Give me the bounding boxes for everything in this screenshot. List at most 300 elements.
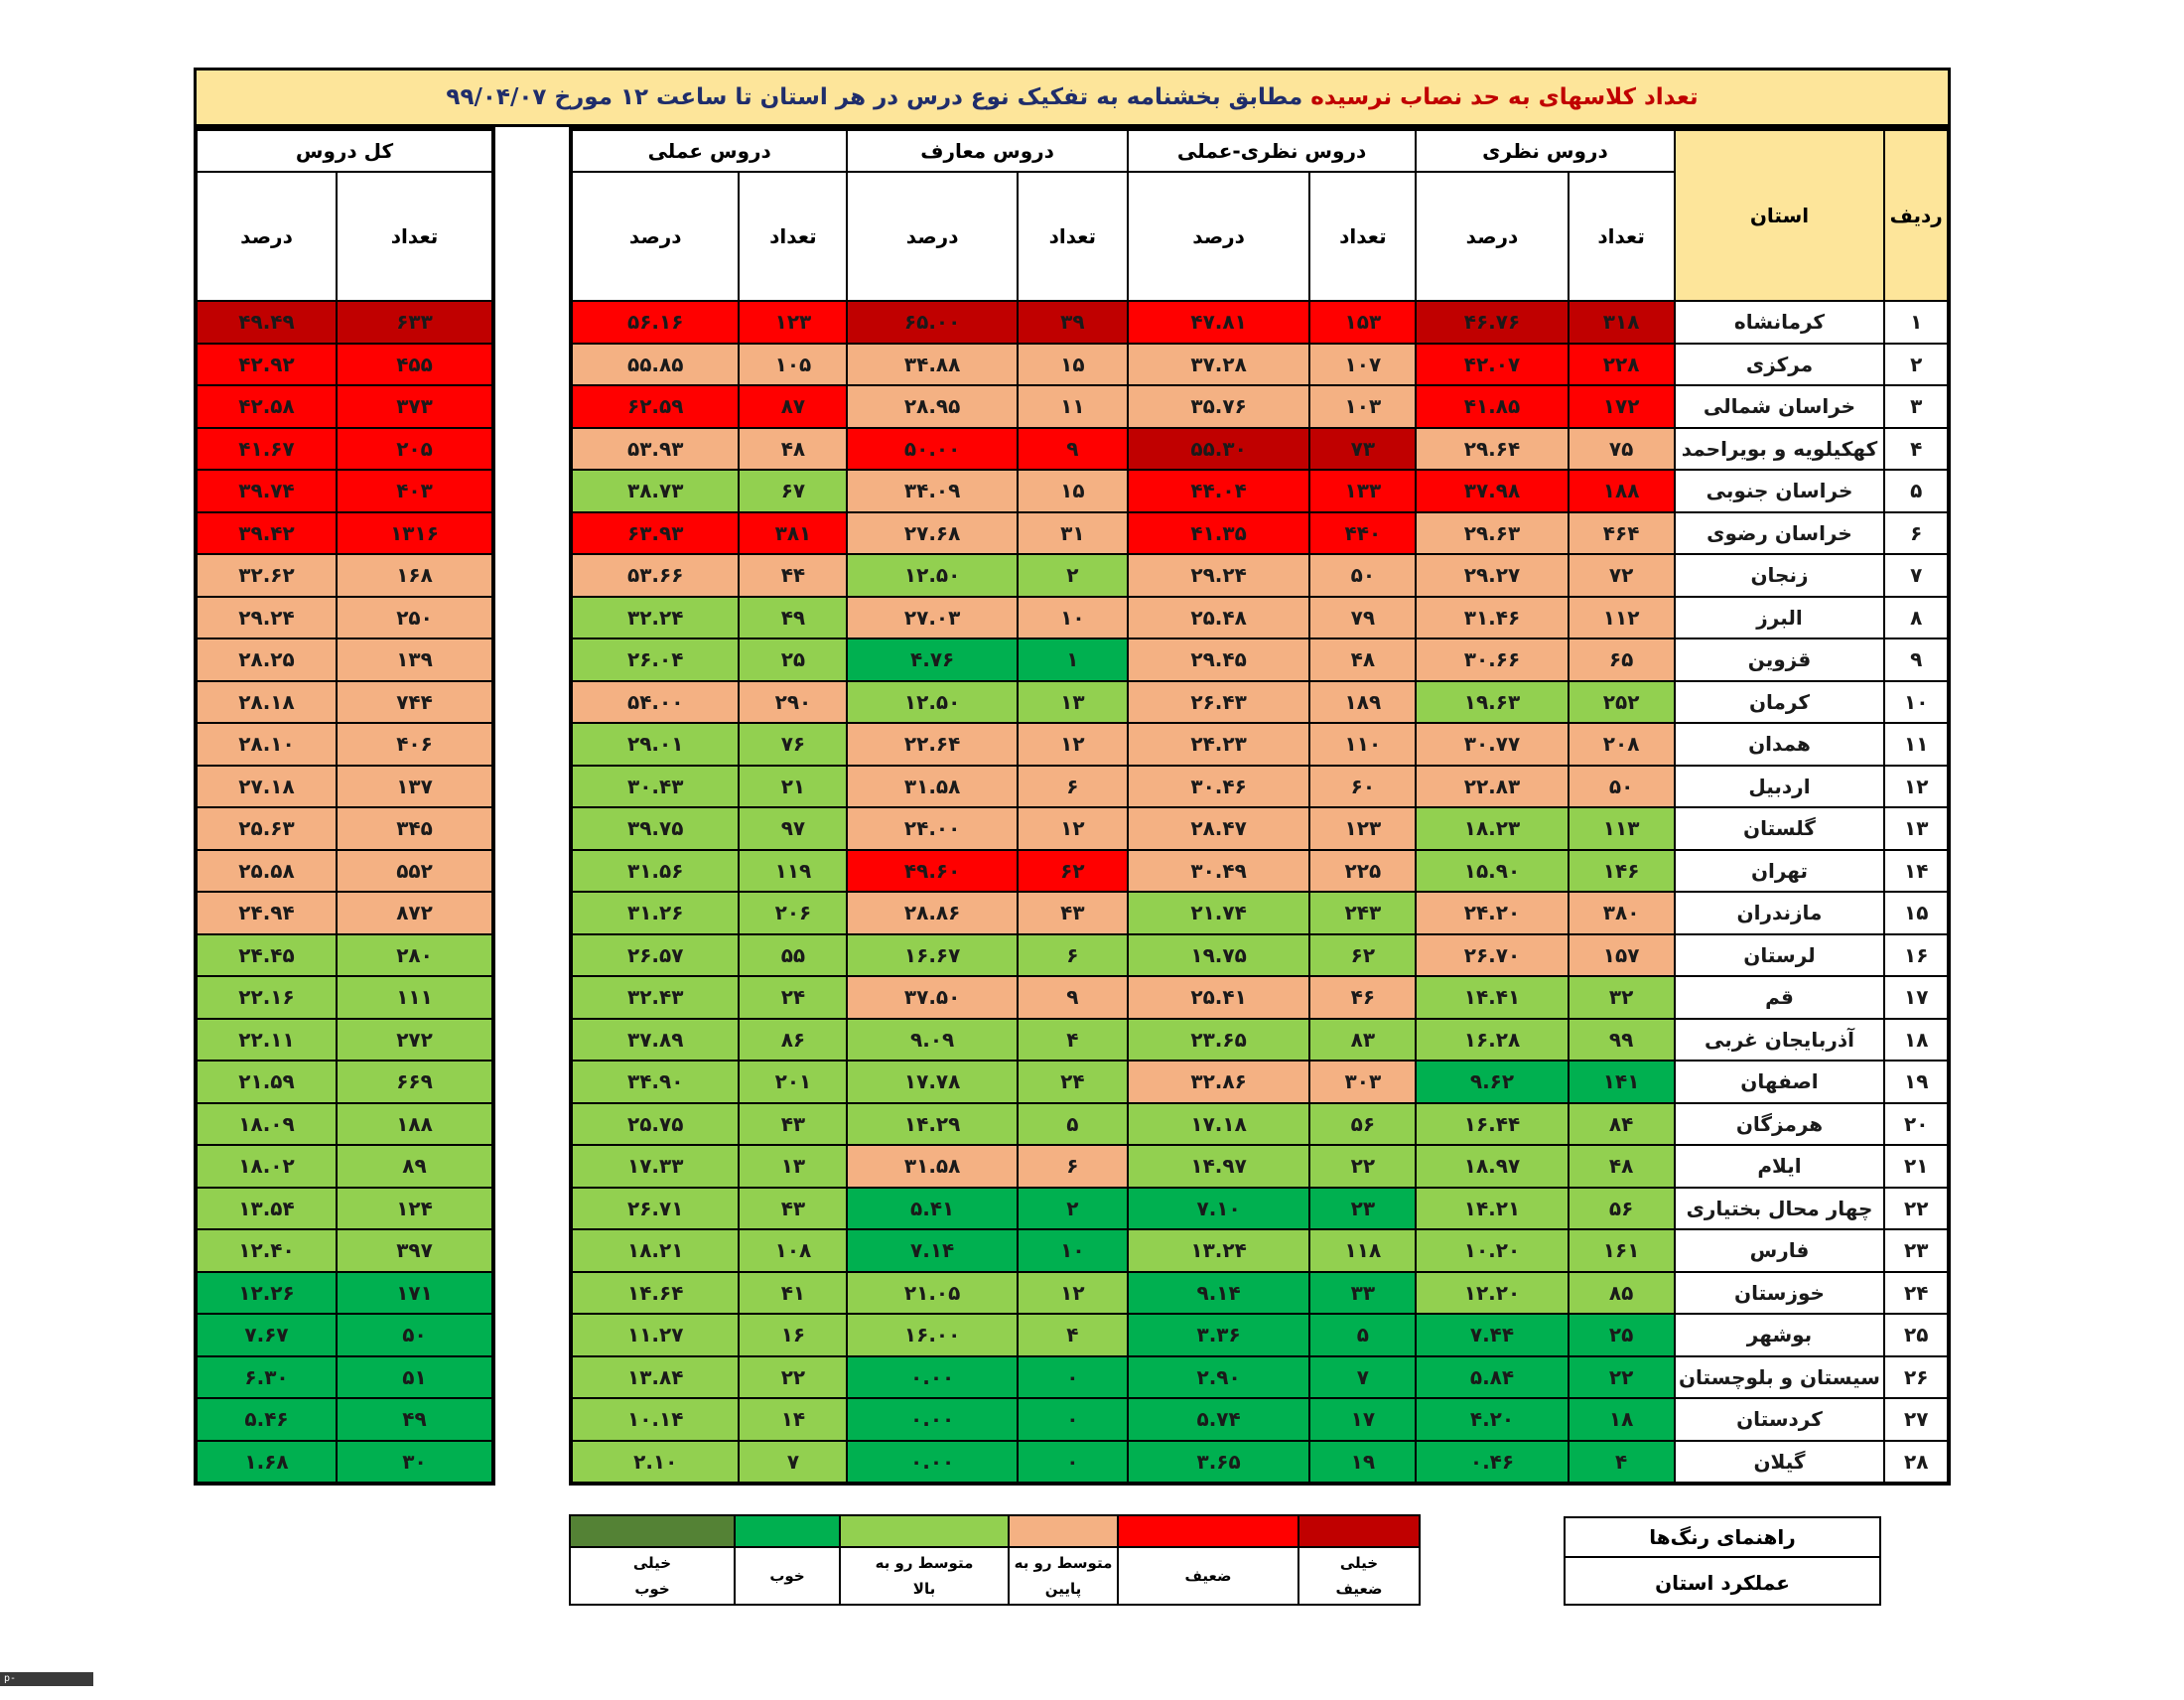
amali-percent-cell: ۱۸.۲۱ <box>571 1229 739 1272</box>
maaref-count-cell: ۴ <box>1018 1019 1128 1062</box>
total-percent-cell: ۲۵.۶۳ <box>196 807 337 850</box>
province-name-cell: لرستان <box>1675 934 1885 977</box>
amali-count-cell: ۴۹ <box>739 597 847 639</box>
nazari-count-cell: ۲۲ <box>1569 1356 1675 1399</box>
row-number-cell: ۲۲ <box>1884 1188 1949 1230</box>
table-row <box>196 1229 493 1272</box>
amali-percent-cell: ۳۴.۹۰ <box>571 1061 739 1103</box>
nazari-amali-percent-cell: ۷.۱۰ <box>1128 1188 1310 1230</box>
row-number-cell: ۱۷ <box>1884 976 1949 1019</box>
amali-percent-cell: ۱۴.۶۴ <box>571 1272 739 1315</box>
header-koll: کل دروس <box>196 129 493 172</box>
total-count-cell: ۲۸۰ <box>337 934 493 977</box>
nazari-amali-count-cell: ۴۴۰ <box>1309 512 1416 555</box>
table-row <box>196 470 493 512</box>
amali-percent-cell: ۵۳.۹۳ <box>571 428 739 471</box>
amali-count-cell: ۴۸ <box>739 428 847 471</box>
total-count-cell: ۲۵۰ <box>337 597 493 639</box>
maaref-percent-cell: ۰.۰۰ <box>847 1398 1017 1441</box>
table-row <box>196 1103 493 1146</box>
table-row <box>196 850 493 893</box>
nazari-count-cell: ۸۴ <box>1569 1103 1675 1146</box>
row-number-cell: ۲۱ <box>1884 1145 1949 1188</box>
table-row <box>196 512 493 555</box>
legend-guide-subtitle: عملکرد استان <box>1655 1571 1790 1595</box>
nazari-count-cell: ۱۷۲ <box>1569 385 1675 428</box>
nazari-percent-cell: ۱۰.۲۰ <box>1416 1229 1568 1272</box>
total-percent-cell: ۱۲.۴۰ <box>196 1229 337 1272</box>
nazari-amali-count-cell: ۴۸ <box>1309 638 1416 681</box>
maaref-percent-cell: ۱۶.۰۰ <box>847 1314 1017 1356</box>
maaref-count-cell: ۲ <box>1018 554 1128 597</box>
total-count-cell: ۸۷۲ <box>337 892 493 934</box>
province-name-cell: کهکیلویه و بویراحمد <box>1675 428 1885 471</box>
nazari-amali-count-cell: ۷۳ <box>1309 428 1416 471</box>
total-percent-cell: ۲۴.۴۵ <box>196 934 337 977</box>
amali-count-cell: ۴۳ <box>739 1103 847 1146</box>
nazari-count-cell: ۱۴۶ <box>1569 850 1675 893</box>
amali-percent-cell: ۵۵.۸۵ <box>571 344 739 386</box>
nazari-percent-cell: ۴۲.۰۷ <box>1416 344 1568 386</box>
maaref-count-cell: ۵ <box>1018 1103 1128 1146</box>
amali-percent-cell: ۳۱.۵۶ <box>571 850 739 893</box>
total-percent-cell: ۲۵.۵۸ <box>196 850 337 893</box>
row-number-cell: ۵ <box>1884 470 1949 512</box>
total-count-cell: ۳۷۳ <box>337 385 493 428</box>
total-percent-cell: ۲۸.۲۵ <box>196 638 337 681</box>
amali-count-cell: ۴۳ <box>739 1188 847 1230</box>
nazari-amali-count-cell: ۱۰۳ <box>1309 385 1416 428</box>
maaref-percent-cell: ۵۰.۰۰ <box>847 428 1017 471</box>
table-row <box>196 807 493 850</box>
legend-label <box>1009 1547 1118 1605</box>
amali-percent-cell: ۳۲.۲۴ <box>571 597 739 639</box>
nazari-amali-percent-cell: ۲۱.۷۴ <box>1128 892 1310 934</box>
amali-count-cell: ۸۶ <box>739 1019 847 1062</box>
nazari-count-cell: ۳۸۰ <box>1569 892 1675 934</box>
row-number-cell: ۶ <box>1884 512 1949 555</box>
nazari-amali-count-cell: ۱۲۳ <box>1309 807 1416 850</box>
nazari-count-cell: ۱۸۸ <box>1569 470 1675 512</box>
table-row <box>196 1272 493 1315</box>
nazari-percent-cell: ۱۴.۴۱ <box>1416 976 1568 1019</box>
nazari-percent-cell: ۲۴.۲۰ <box>1416 892 1568 934</box>
nazari-amali-percent-cell: ۲۳.۶۵ <box>1128 1019 1310 1062</box>
nazari-amali-percent-cell: ۳.۳۶ <box>1128 1314 1310 1356</box>
nazari-count-cell: ۵۰ <box>1569 766 1675 808</box>
subheader-darsad: درصد <box>196 172 337 301</box>
table-row <box>196 301 493 344</box>
amali-count-cell: ۲۲ <box>739 1356 847 1399</box>
table-row <box>196 554 493 597</box>
amali-count-cell: ۴۱ <box>739 1272 847 1315</box>
table-row <box>196 892 493 934</box>
title-text: مطابق بخشنامه به تفکیک نوع درس در هر استان تا ساعت ۱۲ مورخ ۹۹/۰۴/۰۷ <box>446 84 1303 110</box>
total-count-cell: ۱۳۹ <box>337 638 493 681</box>
table-row <box>571 1229 1949 1272</box>
amali-count-cell: ۱۱۹ <box>739 850 847 893</box>
nazari-percent-cell: ۲۲.۸۳ <box>1416 766 1568 808</box>
amali-count-cell: ۱۶ <box>739 1314 847 1356</box>
total-count-cell: ۱۳۷ <box>337 766 493 808</box>
nazari-count-cell: ۴ <box>1569 1441 1675 1485</box>
nazari-percent-cell: ۱۶.۴۴ <box>1416 1103 1568 1146</box>
nazari-amali-percent-cell: ۹.۱۴ <box>1128 1272 1310 1315</box>
subheader-darsad: درصد <box>1416 172 1568 301</box>
province-name-cell: اردبیل <box>1675 766 1885 808</box>
nazari-amali-count-cell: ۸۳ <box>1309 1019 1416 1062</box>
nazari-amali-count-cell: ۵۶ <box>1309 1103 1416 1146</box>
nazari-count-cell: ۳۱۸ <box>1569 301 1675 344</box>
total-percent-cell: ۱.۶۸ <box>196 1441 337 1485</box>
province-name-cell: خراسان رضوی <box>1675 512 1885 555</box>
maaref-count-cell: ۱۳ <box>1018 681 1128 724</box>
nazari-percent-cell: ۳۰.۶۶ <box>1416 638 1568 681</box>
table-row <box>571 1356 1949 1399</box>
table-row <box>196 766 493 808</box>
total-percent-cell: ۲۸.۱۰ <box>196 723 337 766</box>
amali-percent-cell: ۲۶.۵۷ <box>571 934 739 977</box>
row-number-cell: ۴ <box>1884 428 1949 471</box>
maaref-count-cell: ۱۰ <box>1018 597 1128 639</box>
table-row <box>571 470 1949 512</box>
nazari-amali-count-cell: ۱۰۷ <box>1309 344 1416 386</box>
table-row <box>571 512 1949 555</box>
amali-percent-cell: ۳۸.۷۳ <box>571 470 739 512</box>
province-name-cell: مازندران <box>1675 892 1885 934</box>
maaref-count-cell: ۹ <box>1018 976 1128 1019</box>
province-name-cell: سیستان و بلوچستان <box>1675 1356 1885 1399</box>
province-name-cell: اصفهان <box>1675 1061 1885 1103</box>
subheader-tedad: تعداد <box>1309 172 1416 301</box>
legend-label <box>1118 1547 1298 1605</box>
total-count-cell: ۳۴۵ <box>337 807 493 850</box>
legend-label <box>570 1547 735 1605</box>
total-percent-cell: ۱۸.۰۲ <box>196 1145 337 1188</box>
amali-percent-cell: ۵۶.۱۶ <box>571 301 739 344</box>
province-name-cell: هرمزگان <box>1675 1103 1885 1146</box>
total-percent-cell: ۴۲.۵۸ <box>196 385 337 428</box>
total-count-cell: ۳۰ <box>337 1441 493 1485</box>
maaref-percent-cell: ۹.۰۹ <box>847 1019 1017 1062</box>
amali-count-cell: ۲۹۰ <box>739 681 847 724</box>
table-row <box>571 1398 1949 1441</box>
table-row <box>196 1188 493 1230</box>
nazari-amali-percent-cell: ۱۷.۱۸ <box>1128 1103 1310 1146</box>
nazari-amali-percent-cell: ۳۰.۴۹ <box>1128 850 1310 893</box>
maaref-count-cell: ۶ <box>1018 1145 1128 1188</box>
province-name-cell: آذربایجان غربی <box>1675 1019 1885 1062</box>
nazari-percent-cell: ۷.۴۴ <box>1416 1314 1568 1356</box>
amali-count-cell: ۱۰۵ <box>739 344 847 386</box>
nazari-count-cell: ۱۵۷ <box>1569 934 1675 977</box>
maaref-count-cell: ۱۲ <box>1018 1272 1128 1315</box>
table-row <box>571 1314 1949 1356</box>
table-row <box>571 807 1949 850</box>
total-percent-cell: ۲۲.۱۱ <box>196 1019 337 1062</box>
table-row <box>571 850 1949 893</box>
nazari-percent-cell: ۱۴.۲۱ <box>1416 1188 1568 1230</box>
total-count-cell: ۱۳۱۶ <box>337 512 493 555</box>
nazari-amali-count-cell: ۷ <box>1309 1356 1416 1399</box>
table-row <box>571 554 1949 597</box>
nazari-count-cell: ۱۱۲ <box>1569 597 1675 639</box>
row-number-cell: ۲ <box>1884 344 1949 386</box>
table-row <box>571 638 1949 681</box>
legend-label-line: خیلی <box>632 1554 672 1572</box>
nazari-count-cell: ۱۶۱ <box>1569 1229 1675 1272</box>
maaref-count-cell: ۴۳ <box>1018 892 1128 934</box>
nazari-count-cell: ۱۸ <box>1569 1398 1675 1441</box>
table-row <box>571 766 1949 808</box>
subheader-darsad: درصد <box>571 172 739 301</box>
row-number-cell: ۲۵ <box>1884 1314 1949 1356</box>
maaref-count-cell: ۶۲ <box>1018 850 1128 893</box>
maaref-count-cell: ۲۴ <box>1018 1061 1128 1103</box>
maaref-count-cell: ۱۵ <box>1018 344 1128 386</box>
subheader-tedad: تعداد <box>739 172 847 301</box>
row-number-cell: ۲۸ <box>1884 1441 1949 1485</box>
total-count-cell: ۱۶۸ <box>337 554 493 597</box>
total-count-cell: ۵۱ <box>337 1356 493 1399</box>
province-name-cell: چهار محال بختیاری <box>1675 1188 1885 1230</box>
nazari-amali-percent-cell: ۲۵.۴۱ <box>1128 976 1310 1019</box>
amali-count-cell: ۲۵ <box>739 638 847 681</box>
table-row <box>571 385 1949 428</box>
nazari-amali-percent-cell: ۳.۶۵ <box>1128 1441 1310 1485</box>
maaref-count-cell: ۲ <box>1018 1188 1128 1230</box>
amali-percent-cell: ۲۶.۷۱ <box>571 1188 739 1230</box>
total-percent-cell: ۲۲.۱۶ <box>196 976 337 1019</box>
table-row <box>571 934 1949 977</box>
legend-label-line: خوب <box>634 1580 670 1598</box>
table-row <box>196 344 493 386</box>
maaref-percent-cell: ۱۴.۲۹ <box>847 1103 1017 1146</box>
total-percent-cell: ۴۲.۹۲ <box>196 344 337 386</box>
table-row <box>196 934 493 977</box>
nazari-percent-cell: ۱۸.۲۳ <box>1416 807 1568 850</box>
nazari-count-cell: ۶۵ <box>1569 638 1675 681</box>
nazari-amali-count-cell: ۲۲ <box>1309 1145 1416 1188</box>
table-row <box>196 681 493 724</box>
nazari-amali-count-cell: ۷۹ <box>1309 597 1416 639</box>
nazari-percent-cell: ۴۱.۸۵ <box>1416 385 1568 428</box>
site-badge: p-rasht.tvu.ac.ir <box>0 1672 93 1686</box>
nazari-amali-count-cell: ۳۳ <box>1309 1272 1416 1315</box>
header-amali: دروس عملی <box>571 129 847 172</box>
maaref-percent-cell: ۴۹.۶۰ <box>847 850 1017 893</box>
maaref-percent-cell: ۴.۷۶ <box>847 638 1017 681</box>
table-row <box>196 428 493 471</box>
total-count-cell: ۶۶۹ <box>337 1061 493 1103</box>
province-name-cell: زنجان <box>1675 554 1885 597</box>
total-count-cell: ۲۷۲ <box>337 1019 493 1062</box>
total-count-cell: ۱۲۴ <box>337 1188 493 1230</box>
total-count-cell: ۴۰۳ <box>337 470 493 512</box>
maaref-count-cell: ۰ <box>1018 1441 1128 1485</box>
nazari-percent-cell: ۱۶.۲۸ <box>1416 1019 1568 1062</box>
table-row <box>571 1061 1949 1103</box>
table-row <box>571 1188 1949 1230</box>
total-count-cell: ۵۵۲ <box>337 850 493 893</box>
amali-count-cell: ۶۷ <box>739 470 847 512</box>
legend-label-line: خوب <box>769 1567 805 1585</box>
nazari-amali-count-cell: ۱۷ <box>1309 1398 1416 1441</box>
table-row <box>196 976 493 1019</box>
legend-label <box>840 1547 1009 1605</box>
table-row <box>571 892 1949 934</box>
amali-percent-cell: ۶۳.۹۳ <box>571 512 739 555</box>
nazari-percent-cell: ۱۹.۶۳ <box>1416 681 1568 724</box>
amali-percent-cell: ۲۵.۷۵ <box>571 1103 739 1146</box>
maaref-count-cell: ۱۱ <box>1018 385 1128 428</box>
nazari-amali-count-cell: ۶۲ <box>1309 934 1416 977</box>
total-percent-cell: ۱۲.۲۶ <box>196 1272 337 1315</box>
table-row <box>571 344 1949 386</box>
maaref-percent-cell: ۱۲.۵۰ <box>847 681 1017 724</box>
total-count-cell: ۸۹ <box>337 1145 493 1188</box>
nazari-amali-percent-cell: ۵۵.۳۰ <box>1128 428 1310 471</box>
total-count-cell: ۱۸۸ <box>337 1103 493 1146</box>
nazari-percent-cell: ۹.۶۲ <box>1416 1061 1568 1103</box>
nazari-amali-percent-cell: ۴۱.۳۵ <box>1128 512 1310 555</box>
legend-label <box>1298 1547 1420 1605</box>
nazari-amali-count-cell: ۳۰۳ <box>1309 1061 1416 1103</box>
maaref-percent-cell: ۲۷.۶۸ <box>847 512 1017 555</box>
amali-count-cell: ۲۰۶ <box>739 892 847 934</box>
total-count-cell: ۲۰۵ <box>337 428 493 471</box>
row-number-cell: ۱۱ <box>1884 723 1949 766</box>
total-count-cell: ۳۹۷ <box>337 1229 493 1272</box>
maaref-percent-cell: ۳۱.۵۸ <box>847 1145 1017 1188</box>
nazari-count-cell: ۴۸ <box>1569 1145 1675 1188</box>
province-name-cell: خراسان شمالی <box>1675 385 1885 428</box>
amali-percent-cell: ۱۷.۳۳ <box>571 1145 739 1188</box>
nazari-amali-percent-cell: ۳۷.۲۸ <box>1128 344 1310 386</box>
amali-count-cell: ۱۴ <box>739 1398 847 1441</box>
table-row <box>196 1314 493 1356</box>
province-name-cell: همدان <box>1675 723 1885 766</box>
row-number-cell: ۱۵ <box>1884 892 1949 934</box>
table-row <box>196 1441 493 1485</box>
total-percent-cell: ۶.۳۰ <box>196 1356 337 1399</box>
maaref-percent-cell: ۳۴.۰۹ <box>847 470 1017 512</box>
total-count-cell: ۴۹ <box>337 1398 493 1441</box>
province-name-cell: فارس <box>1675 1229 1885 1272</box>
province-name-cell: ایلام <box>1675 1145 1885 1188</box>
amali-percent-cell: ۳۷.۸۹ <box>571 1019 739 1062</box>
row-number-cell: ۳ <box>1884 385 1949 428</box>
row-number-cell: ۷ <box>1884 554 1949 597</box>
nazari-percent-cell: ۳۰.۷۷ <box>1416 723 1568 766</box>
province-name-cell: قم <box>1675 976 1885 1019</box>
report-title <box>194 68 1951 127</box>
nazari-percent-cell: ۱۲.۲۰ <box>1416 1272 1568 1315</box>
total-count-cell: ۶۳۳ <box>337 301 493 344</box>
legend-label-line: خیلی <box>1339 1554 1379 1572</box>
legend-swatch <box>1298 1515 1420 1547</box>
nazari-amali-percent-cell: ۳۵.۷۶ <box>1128 385 1310 428</box>
total-percent-cell: ۲۹.۲۴ <box>196 597 337 639</box>
amali-count-cell: ۲۰۱ <box>739 1061 847 1103</box>
amali-count-cell: ۷ <box>739 1441 847 1485</box>
nazari-amali-count-cell: ۲۲۵ <box>1309 850 1416 893</box>
subheader-darsad: درصد <box>847 172 1017 301</box>
nazari-amali-count-cell: ۱۱۸ <box>1309 1229 1416 1272</box>
total-table <box>194 127 495 1486</box>
nazari-count-cell: ۳۲ <box>1569 976 1675 1019</box>
province-name-cell: تهران <box>1675 850 1885 893</box>
nazari-percent-cell: ۱۵.۹۰ <box>1416 850 1568 893</box>
maaref-percent-cell: ۱۲.۵۰ <box>847 554 1017 597</box>
nazari-amali-count-cell: ۵ <box>1309 1314 1416 1356</box>
nazari-amali-percent-cell: ۳۲.۸۶ <box>1128 1061 1310 1103</box>
row-number-cell: ۹ <box>1884 638 1949 681</box>
subheader-darsad: درصد <box>1128 172 1310 301</box>
province-name-cell: کرمانشاه <box>1675 301 1885 344</box>
maaref-percent-cell: ۷.۱۴ <box>847 1229 1017 1272</box>
maaref-count-cell: ۹ <box>1018 428 1128 471</box>
province-name-cell: گیلان <box>1675 1441 1885 1485</box>
total-percent-cell: ۲۱.۵۹ <box>196 1061 337 1103</box>
maaref-count-cell: ۶ <box>1018 934 1128 977</box>
province-name-cell: قزوین <box>1675 638 1885 681</box>
amali-count-cell: ۳۸۱ <box>739 512 847 555</box>
nazari-percent-cell: ۳۷.۹۸ <box>1416 470 1568 512</box>
row-number-cell: ۱۰ <box>1884 681 1949 724</box>
amali-percent-cell: ۱۳.۸۴ <box>571 1356 739 1399</box>
table-row <box>571 1103 1949 1146</box>
row-number-cell: ۱۸ <box>1884 1019 1949 1062</box>
nazari-amali-percent-cell: ۲۹.۲۴ <box>1128 554 1310 597</box>
maaref-percent-cell: ۱۶.۶۷ <box>847 934 1017 977</box>
table-row <box>571 1441 1949 1485</box>
nazari-percent-cell: ۵.۸۴ <box>1416 1356 1568 1399</box>
province-table <box>569 127 1951 1486</box>
province-name-cell: خوزستان <box>1675 1272 1885 1315</box>
table-row <box>196 1398 493 1441</box>
province-name-cell: کردستان <box>1675 1398 1885 1441</box>
nazari-amali-count-cell: ۲۳ <box>1309 1188 1416 1230</box>
total-percent-cell: ۳۹.۴۲ <box>196 512 337 555</box>
nazari-count-cell: ۱۱۳ <box>1569 807 1675 850</box>
amali-percent-cell: ۲۹.۰۱ <box>571 723 739 766</box>
maaref-count-cell: ۶ <box>1018 766 1128 808</box>
legend-label <box>735 1547 840 1605</box>
maaref-percent-cell: ۲۲.۶۴ <box>847 723 1017 766</box>
header-ostan: استان <box>1675 129 1885 301</box>
legend-guide <box>1564 1516 1881 1606</box>
row-number-cell: ۲۷ <box>1884 1398 1949 1441</box>
row-number-cell: ۲۰ <box>1884 1103 1949 1146</box>
legend-label-line: پایین <box>1044 1580 1082 1598</box>
amali-count-cell: ۴۴ <box>739 554 847 597</box>
subheader-tedad: تعداد <box>1018 172 1128 301</box>
header-radif: ردیف <box>1884 129 1949 301</box>
maaref-percent-cell: ۲۸.۹۵ <box>847 385 1017 428</box>
total-percent-cell: ۴۹.۴۹ <box>196 301 337 344</box>
amali-count-cell: ۱۲۳ <box>739 301 847 344</box>
nazari-count-cell: ۸۵ <box>1569 1272 1675 1315</box>
nazari-percent-cell: ۰.۴۶ <box>1416 1441 1568 1485</box>
total-count-cell: ۴۵۵ <box>337 344 493 386</box>
total-count-cell: ۵۰ <box>337 1314 493 1356</box>
amali-percent-cell: ۲۶.۰۴ <box>571 638 739 681</box>
province-name-cell: خراسان جنوبی <box>1675 470 1885 512</box>
color-legend <box>569 1514 1421 1606</box>
nazari-count-cell: ۷۲ <box>1569 554 1675 597</box>
header-maaref: دروس معارف <box>847 129 1127 172</box>
